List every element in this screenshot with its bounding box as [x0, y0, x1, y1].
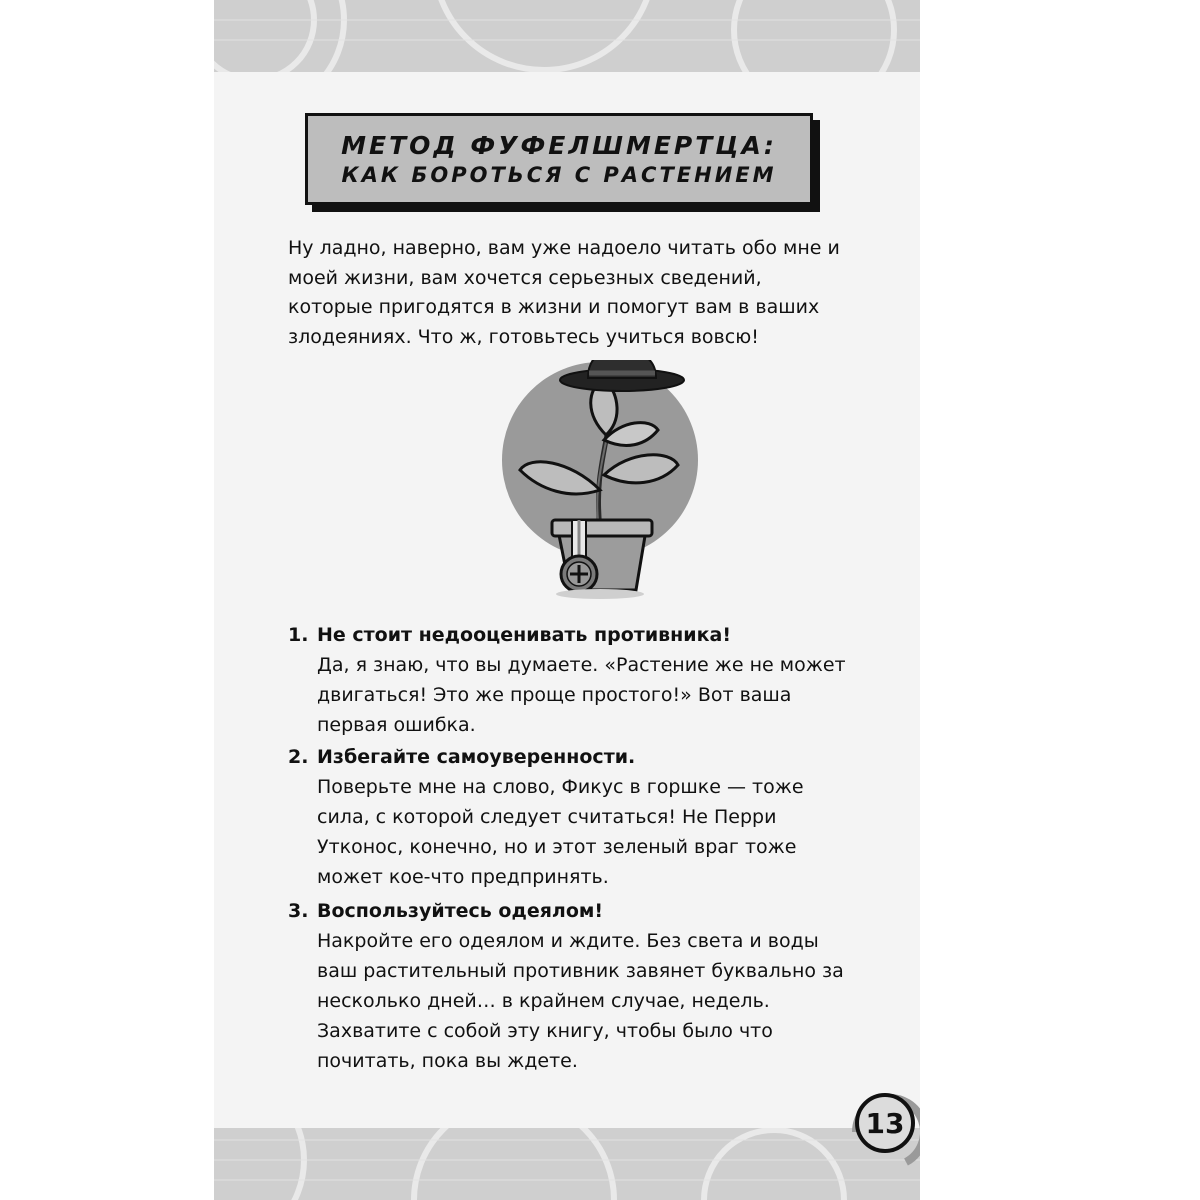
- tip-number: 3.: [288, 900, 309, 922]
- chapter-title-line1: МЕТОД ФУФЕЛШМЕРТЦА:: [341, 131, 777, 161]
- tip-item-1: [288, 620, 848, 740]
- tip-title: Не стоит недооценивать противника!: [317, 624, 731, 646]
- tip-text: Да, я знаю, что вы думаете. «Растение же не может двигаться! Это же проще простого!» Вот ваша первая ошибка.: [317, 654, 846, 736]
- page-number: 13: [855, 1093, 915, 1153]
- tip-text: Поверьте мне на слово, Фикус в горшке — тоже сила, с которой следует считаться! Не Перри Утконос, конечно, но и этот зеленый враг тоже может кое-что предпринять.: [317, 776, 804, 888]
- tip-number: 2.: [288, 746, 309, 768]
- chapter-title-box: [305, 113, 813, 205]
- tip-title: Избегайте самоуверенности.: [317, 746, 636, 768]
- intro-paragraph: Ну ладно, наверно, вам уже надоело читать обо мне и моей жизни, вам хочется серьезных сведений, которые пригодятся в жизни и помогут вам в ваших злодеяниях. Что ж, готовьтесь учиться вовсю!: [288, 237, 840, 348]
- tip-item-2: [288, 742, 848, 892]
- plant-in-pot-with-hat-and-medal-icon: [500, 360, 700, 600]
- tip-item-3: [288, 896, 848, 1086]
- tip-title: Воспользуйтесь одеялом!: [317, 900, 604, 922]
- tip-number: 1.: [288, 624, 309, 646]
- chapter-title-line2: КАК БОРОТЬСЯ С РАСТЕНИЕМ: [341, 162, 777, 187]
- tip-text: Накройте его одеялом и ждите. Без света и воды ваш растительный противник завянет буквально за несколько дней… в крайнем случае, недель. Захватите с собой эту книгу, чтобы было что почитать, пока вы ждете.: [317, 930, 844, 1072]
